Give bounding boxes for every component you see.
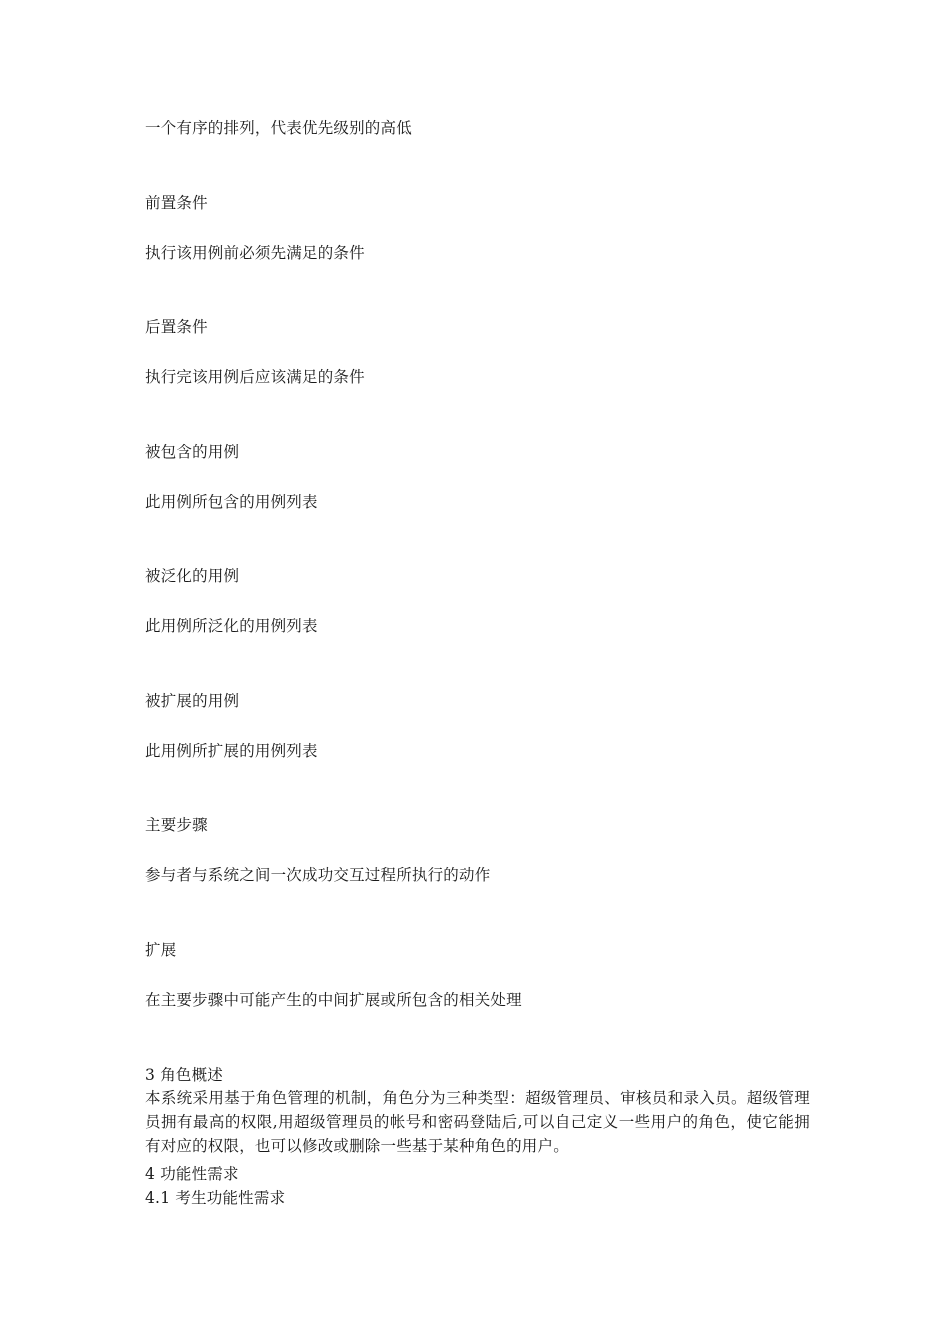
section-4-1-heading: 4.1 考生功能性需求: [145, 1189, 286, 1207]
section-3-heading: 3 角色概述: [145, 1066, 223, 1084]
postcondition-description: 执行完该用例后应该满足的条件: [145, 368, 365, 386]
generalized-usecase-label: 被泛化的用例: [145, 567, 240, 585]
extension-label: 扩展: [145, 941, 177, 959]
included-usecase-label: 被包含的用例: [145, 443, 240, 461]
section-4-heading: 4 功能性需求: [145, 1165, 239, 1183]
included-usecase-description: 此用例所包含的用例列表: [145, 493, 318, 511]
main-steps-description: 参与者与系统之间一次成功交互过程所执行的动作: [145, 866, 491, 884]
extension-description: 在主要步骤中可能产生的中间扩展或所包含的相关处理: [145, 991, 522, 1009]
main-steps-label: 主要步骤: [145, 816, 208, 834]
generalized-usecase-description: 此用例所泛化的用例列表: [145, 617, 318, 635]
extended-usecase-description: 此用例所扩展的用例列表: [145, 742, 318, 760]
priority-description: 一个有序的排列，代表优先级别的高低: [145, 119, 412, 137]
precondition-description: 执行该用例前必须先满足的条件: [145, 244, 365, 262]
postcondition-label: 后置条件: [145, 318, 208, 336]
section-3-body: 本系统采用基于角色管理的机制，角色分为三种类型：超级管理员、审核员和录入员。超级管理员拥有最高的权限,用超级管理员的帐号和密码登陆后,可以自己定义一些用户的角色，使它能拥有对应的权限，也可以修改或删除一些基于某种角色的用户。: [145, 1089, 810, 1155]
extended-usecase-label: 被扩展的用例: [145, 692, 240, 710]
precondition-label: 前置条件: [145, 194, 208, 212]
